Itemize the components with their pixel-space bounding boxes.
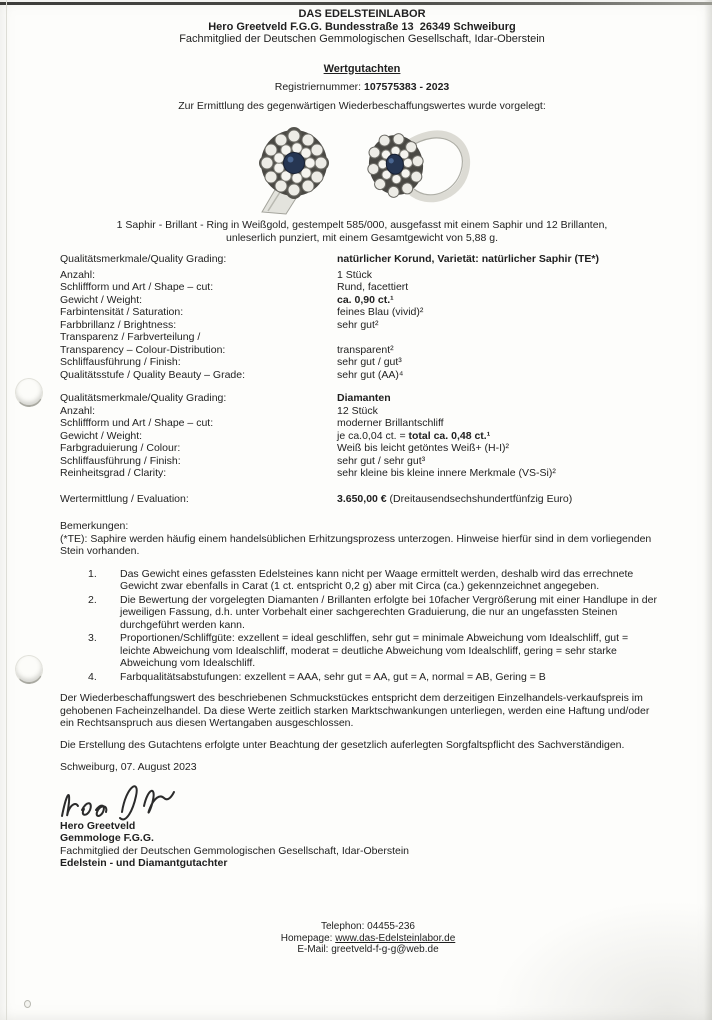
registration-label: Registriernummer: xyxy=(274,81,365,93)
note-text: Das Gewicht eines gefassten Edelsteines kann nicht per Waage ermittelt werden, deshalb wird das errechnete Gewicht zwar ebenfalls in Carat (1 ct. entspricht 0,2 g) aber mit Circa (ca.) gekennzeichnet angegeben. xyxy=(120,567,634,592)
row-value: sehr gut / sehr gut³ xyxy=(337,454,426,467)
row-value: 12 Stück xyxy=(337,404,378,417)
remarks-heading: Bemerkungen: xyxy=(60,520,129,532)
list-item xyxy=(60,568,664,593)
note-number: 2. xyxy=(88,593,97,606)
signatory-name: Hero Greetveld xyxy=(60,819,136,832)
row-value: sehr gut (AA)⁴ xyxy=(337,368,404,381)
table-row xyxy=(60,269,664,282)
row-label: Schliffform und Art / Shape – cut: xyxy=(60,417,214,429)
signatory-title-2: Fachmitglied der Deutschen Gemmologischen Gesellschaft, Idar-Oberstein xyxy=(60,844,409,857)
item-description-line2: unleserlich punziert, mit einem Gesamtgewicht von 5,88 g. xyxy=(226,231,498,244)
weight-total: total ca. 0,48 ct.¹ xyxy=(408,429,491,442)
row-label: Farbgraduierung / Colour: xyxy=(60,442,181,454)
document-title: Wertgutachten xyxy=(323,62,401,75)
row-value: sehr gut / gut³ xyxy=(337,356,402,368)
scan-speck xyxy=(24,1000,31,1008)
row-value xyxy=(337,430,664,443)
note-number: 1. xyxy=(88,567,97,580)
table-row xyxy=(60,369,664,382)
list-item xyxy=(60,594,664,632)
footer-homepage xyxy=(0,933,712,945)
row-value: Weiß bis leicht getöntes Weiß+ (H-I)² xyxy=(337,442,510,454)
place-date-line: Schweiburg, 07. August 2023 xyxy=(60,761,197,773)
row-label: Gewicht / Weight: xyxy=(60,293,143,306)
footnotes-list xyxy=(60,568,664,684)
evaluation-amount: 3.650,00 € xyxy=(337,492,387,505)
signatory-block xyxy=(60,820,664,870)
note-number: 4. xyxy=(88,670,97,683)
row-value: moderner Brillantschliff xyxy=(337,417,444,429)
row-label: Schliffausführung / Finish: xyxy=(60,454,181,467)
registration-number: 107575383 - 2023 xyxy=(364,81,450,93)
table-row xyxy=(60,417,664,430)
ring-photos xyxy=(60,119,664,215)
table-row xyxy=(60,344,664,357)
footer-homepage-label: Homepage: xyxy=(280,932,336,944)
table-row xyxy=(60,281,664,294)
table-row xyxy=(60,331,664,344)
note-text: Die Bewertung der vorgelegten Diamanten / Brillanten erfolgte bei 10facher Vergrößerung mit einer Handlupe in der jeweiligen Fassung, d.h. unter Vorbehalt einer sachgerechten Graduierung, die nur an ungefassten Steinen durchgeführt werden kann. xyxy=(120,593,657,631)
row-value: ca. 0,90 ct.¹ xyxy=(337,293,394,306)
note-text: Farbqualitätsabstufungen: exzellent = AAA, sehr gut = AA, gut = A, normal = AB, Gering = B xyxy=(120,670,546,683)
letterhead xyxy=(60,6,664,46)
item-description-line1: 1 Saphir - Brillant - Ring in Weißgold, gestempelt 585/000, ausgefasst mit einem Saphir und 12 Brillanten, xyxy=(116,219,608,231)
grading-header-label: Qualitätsmerkmale/Quality Grading: xyxy=(60,392,227,404)
row-label: Reinheitsgrad / Clarity: xyxy=(60,467,167,479)
row-label: Transparency – Colour-Distribution: xyxy=(60,343,226,356)
remarks-section xyxy=(60,520,664,558)
row-label: Transparenz / Farbverteilung / xyxy=(60,331,201,343)
lab-address: Hero Greetveld F.G.G. Bundesstraße 13 26349 Schweiburg xyxy=(208,20,516,33)
grading-header-row xyxy=(60,392,664,405)
row-value: sehr gut² xyxy=(337,318,379,331)
contact-footer xyxy=(0,921,712,956)
row-label: Farbbrillanz / Brightness: xyxy=(60,318,177,331)
row-value: Rund, facettiert xyxy=(337,281,409,293)
registration-line xyxy=(60,81,664,94)
lab-membership: Fachmitglied der Deutschen Gemmologischen Gesellschaft, Idar-Oberstein xyxy=(179,33,545,45)
table-row xyxy=(60,356,664,369)
evaluation-label: Wertermittlung / Evaluation: xyxy=(60,492,189,505)
grading-header-label: Qualitätsmerkmale/Quality Grading: xyxy=(60,253,227,265)
note-number: 3. xyxy=(88,632,97,644)
diligence-paragraph: Die Erstellung des Gutachtens erfolgte unter Beachtung der gesetzlich auferlegten Sorgfaltspflicht des Sachverständigen. xyxy=(60,738,625,751)
note-text: Proportionen/Schliffgüte: exzellent = ideal geschliffen, sehr gut = minimale Abweichung vom Idealschliff, gut = leichte Abweichung vom Idealschliff, moderat = deutliche Abweichung vom Idealschliff, gering = sehr starke Abweichung vom Idealschliff. xyxy=(120,632,629,669)
table-row xyxy=(60,467,664,480)
diamond-grading-block xyxy=(60,392,664,480)
table-row xyxy=(60,405,664,418)
table-row xyxy=(60,455,664,468)
footer-email: E-Mail: greetveld-f-g-g@web.de xyxy=(297,944,439,955)
item-description xyxy=(60,219,664,244)
signatory-title-3: Edelstein - und Diamantgutachter xyxy=(60,857,228,869)
table-row xyxy=(60,442,664,455)
grading-header-value: natürlicher Korund, Varietät: natürlicher Saphir (TE*) xyxy=(337,253,599,265)
row-label: Qualitätsstufe / Quality Beauty – Grade: xyxy=(60,368,246,381)
replacement-value-paragraph: Der Wiederbeschaffungswert des beschriebenen Schmuckstückes entspricht dem derzeitigen Einzelhandels-verkaufspreis im gehobenen Facheinzelhandel. Da diese Werte zeitlich starken Marktschwankungen unterliegen, werden eine Haftung und/oder ein Rechtsanspruch aus diesen Wertangaben ausgeschlossen. xyxy=(60,692,650,729)
ring-photo-side xyxy=(360,119,478,215)
weight-prefix: je ca.0,04 ct. = xyxy=(337,429,409,442)
row-label: Schliffausführung / Finish: xyxy=(60,356,181,368)
row-value: transparent² xyxy=(337,343,394,356)
table-row xyxy=(60,319,664,332)
evaluation-amount-words: (Dreitausendsechshundertfünfzig Euro) xyxy=(386,492,573,505)
grading-header-row xyxy=(60,253,664,266)
row-label: Schliffform und Art / Shape – cut: xyxy=(60,281,214,293)
te-note: (*TE): Saphire werden häufig einem handelsüblichen Erhitzungsprozess unterzogen. Hinweise hierfür sind in dem vorliegenden Stein vorhanden. xyxy=(60,532,652,557)
row-value: 1 Stück xyxy=(337,268,373,281)
evaluation-value xyxy=(337,493,664,506)
footer-phone: Telephon: 04455-236 xyxy=(321,921,415,932)
ring-photo-front xyxy=(246,119,338,215)
list-item xyxy=(60,671,664,684)
table-row xyxy=(60,306,664,319)
footer-homepage-link: www.das-Edelsteinlabor.de xyxy=(335,932,456,944)
grading-header-value: Diamanten xyxy=(337,392,391,404)
sapphire-grading-block xyxy=(60,253,664,381)
scan-shadow-bottom-right xyxy=(492,900,712,1020)
evaluation-row xyxy=(60,493,664,506)
row-label: Gewicht / Weight: xyxy=(60,429,143,442)
table-row xyxy=(60,430,664,443)
row-label: Anzahl: xyxy=(60,268,96,281)
list-item xyxy=(60,632,664,670)
signatory-title-1: Gemmologe F.G.G. xyxy=(60,832,154,844)
row-value: feines Blau (vivid)² xyxy=(337,306,424,318)
intro-line: Zur Ermittlung des gegenwärtigen Wiederbeschaffungswertes wurde vorgelegt: xyxy=(178,99,546,112)
lab-name: DAS EDELSTEINLABOR xyxy=(298,8,426,20)
row-label: Anzahl: xyxy=(60,404,96,417)
row-label: Farbintensität / Saturation: xyxy=(60,306,184,318)
table-row xyxy=(60,294,664,307)
row-value: sehr kleine bis kleine innere Merkmale (VS-Si)² xyxy=(337,467,556,479)
